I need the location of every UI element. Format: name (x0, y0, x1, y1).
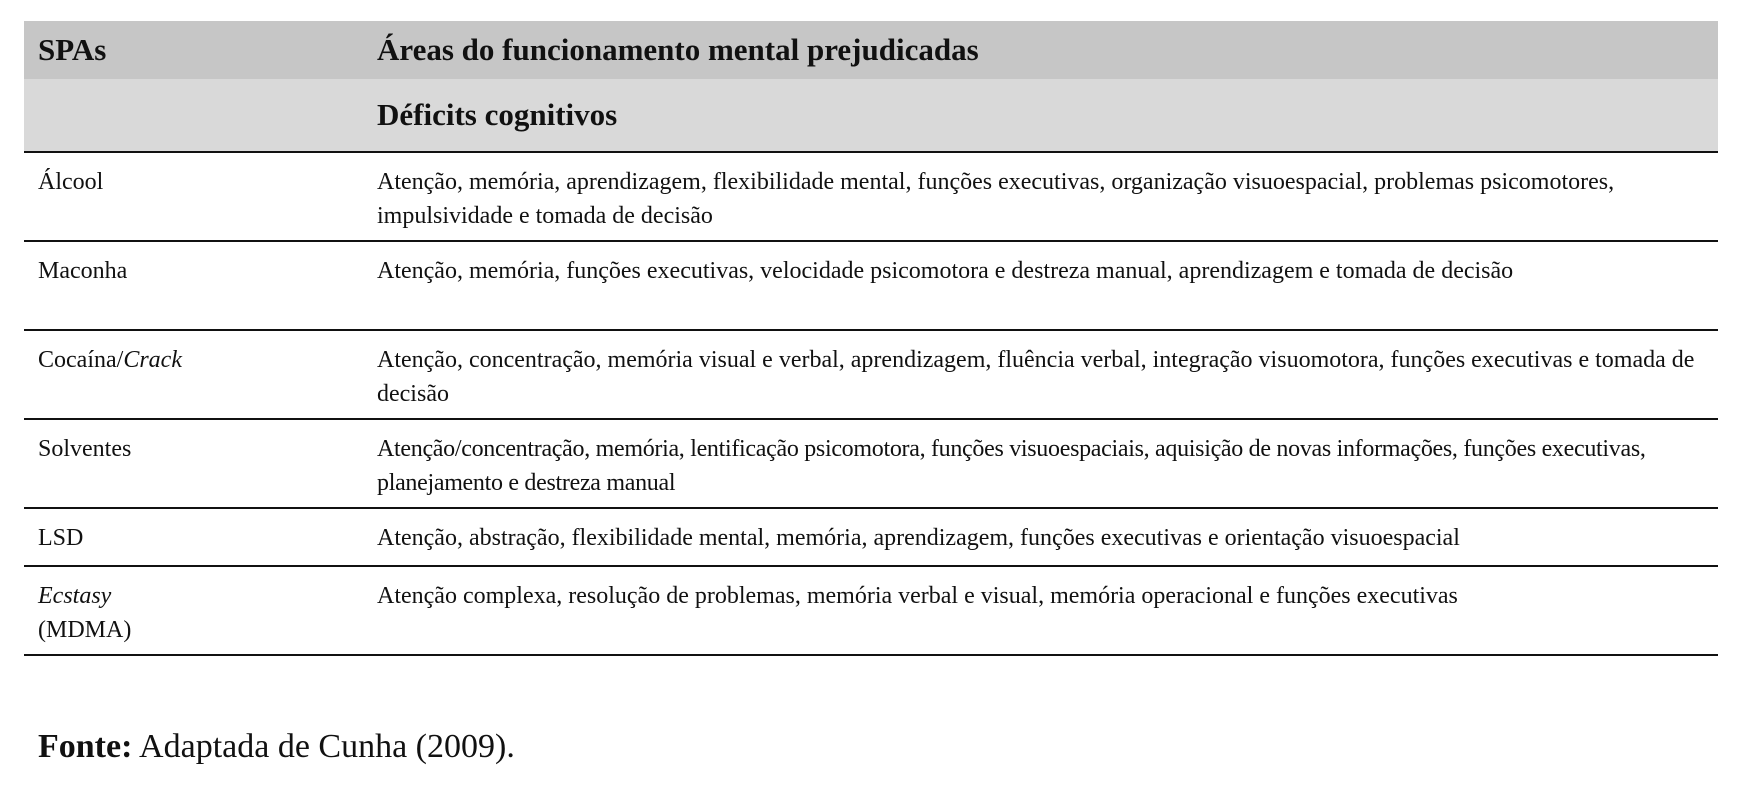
substance-italic: Crack (123, 347, 182, 373)
substance-cell: Maconha (38, 258, 128, 284)
substance-cell: LSD (38, 525, 84, 551)
footnote-text: Adaptada de Cunha (2009). (139, 728, 515, 765)
source-footnote (38, 728, 515, 766)
table-subheader-row (24, 79, 1718, 153)
substance-cell (24, 331, 377, 418)
deficits-cell: Atenção, concentração, memória visual e verbal, aprendizagem, fluência verbal, integração visuomotora, funções executivas e tomada de decisão (377, 347, 1695, 407)
deficits-cell (377, 420, 1718, 507)
substance-cell (24, 567, 377, 654)
table-row (24, 567, 1718, 656)
substance-extra: (MDMA) (38, 617, 132, 643)
deficits-text: Atenção/concentração, memória, lentificação psicomotora, funções visuoespaciais, aquisição de novas informações, funções executivas, planejamento e destreza manual (377, 436, 1646, 496)
table-row (24, 242, 1718, 331)
table-row (24, 420, 1718, 509)
cognitive-deficits-table (24, 21, 1718, 656)
header-spas: SPAs (38, 32, 107, 67)
substance-italic: Ecstasy (38, 583, 112, 609)
deficits-cell: Atenção, memória, funções executivas, velocidade psicomotora e destreza manual, aprendizagem e tomada de decisão (377, 258, 1514, 284)
table-header-row (24, 21, 1718, 79)
table-row (24, 331, 1718, 420)
substance-text: Cocaína/ (38, 347, 124, 373)
table-row (24, 509, 1718, 567)
deficits-cell: Atenção complexa, resolução de problemas, memória verbal e visual, memória operacional e funções executivas (377, 583, 1458, 609)
subheader-deficits: Déficits cognitivos (377, 97, 618, 132)
footnote-label: Fonte: (38, 728, 133, 765)
header-areas: Áreas do funcionamento mental prejudicadas (377, 32, 979, 67)
substance-cell: Álcool (38, 169, 104, 195)
table-row (24, 153, 1718, 242)
substance-cell: Solventes (38, 436, 132, 462)
deficits-cell: Atenção, abstração, flexibilidade mental, memória, aprendizagem, funções executivas e orientação visuoespacial (377, 525, 1460, 551)
deficits-cell: Atenção, memória, aprendizagem, flexibilidade mental, funções executivas, organização visuoespacial, problemas psicomotores, impulsividade e tomada de decisão (377, 169, 1615, 229)
